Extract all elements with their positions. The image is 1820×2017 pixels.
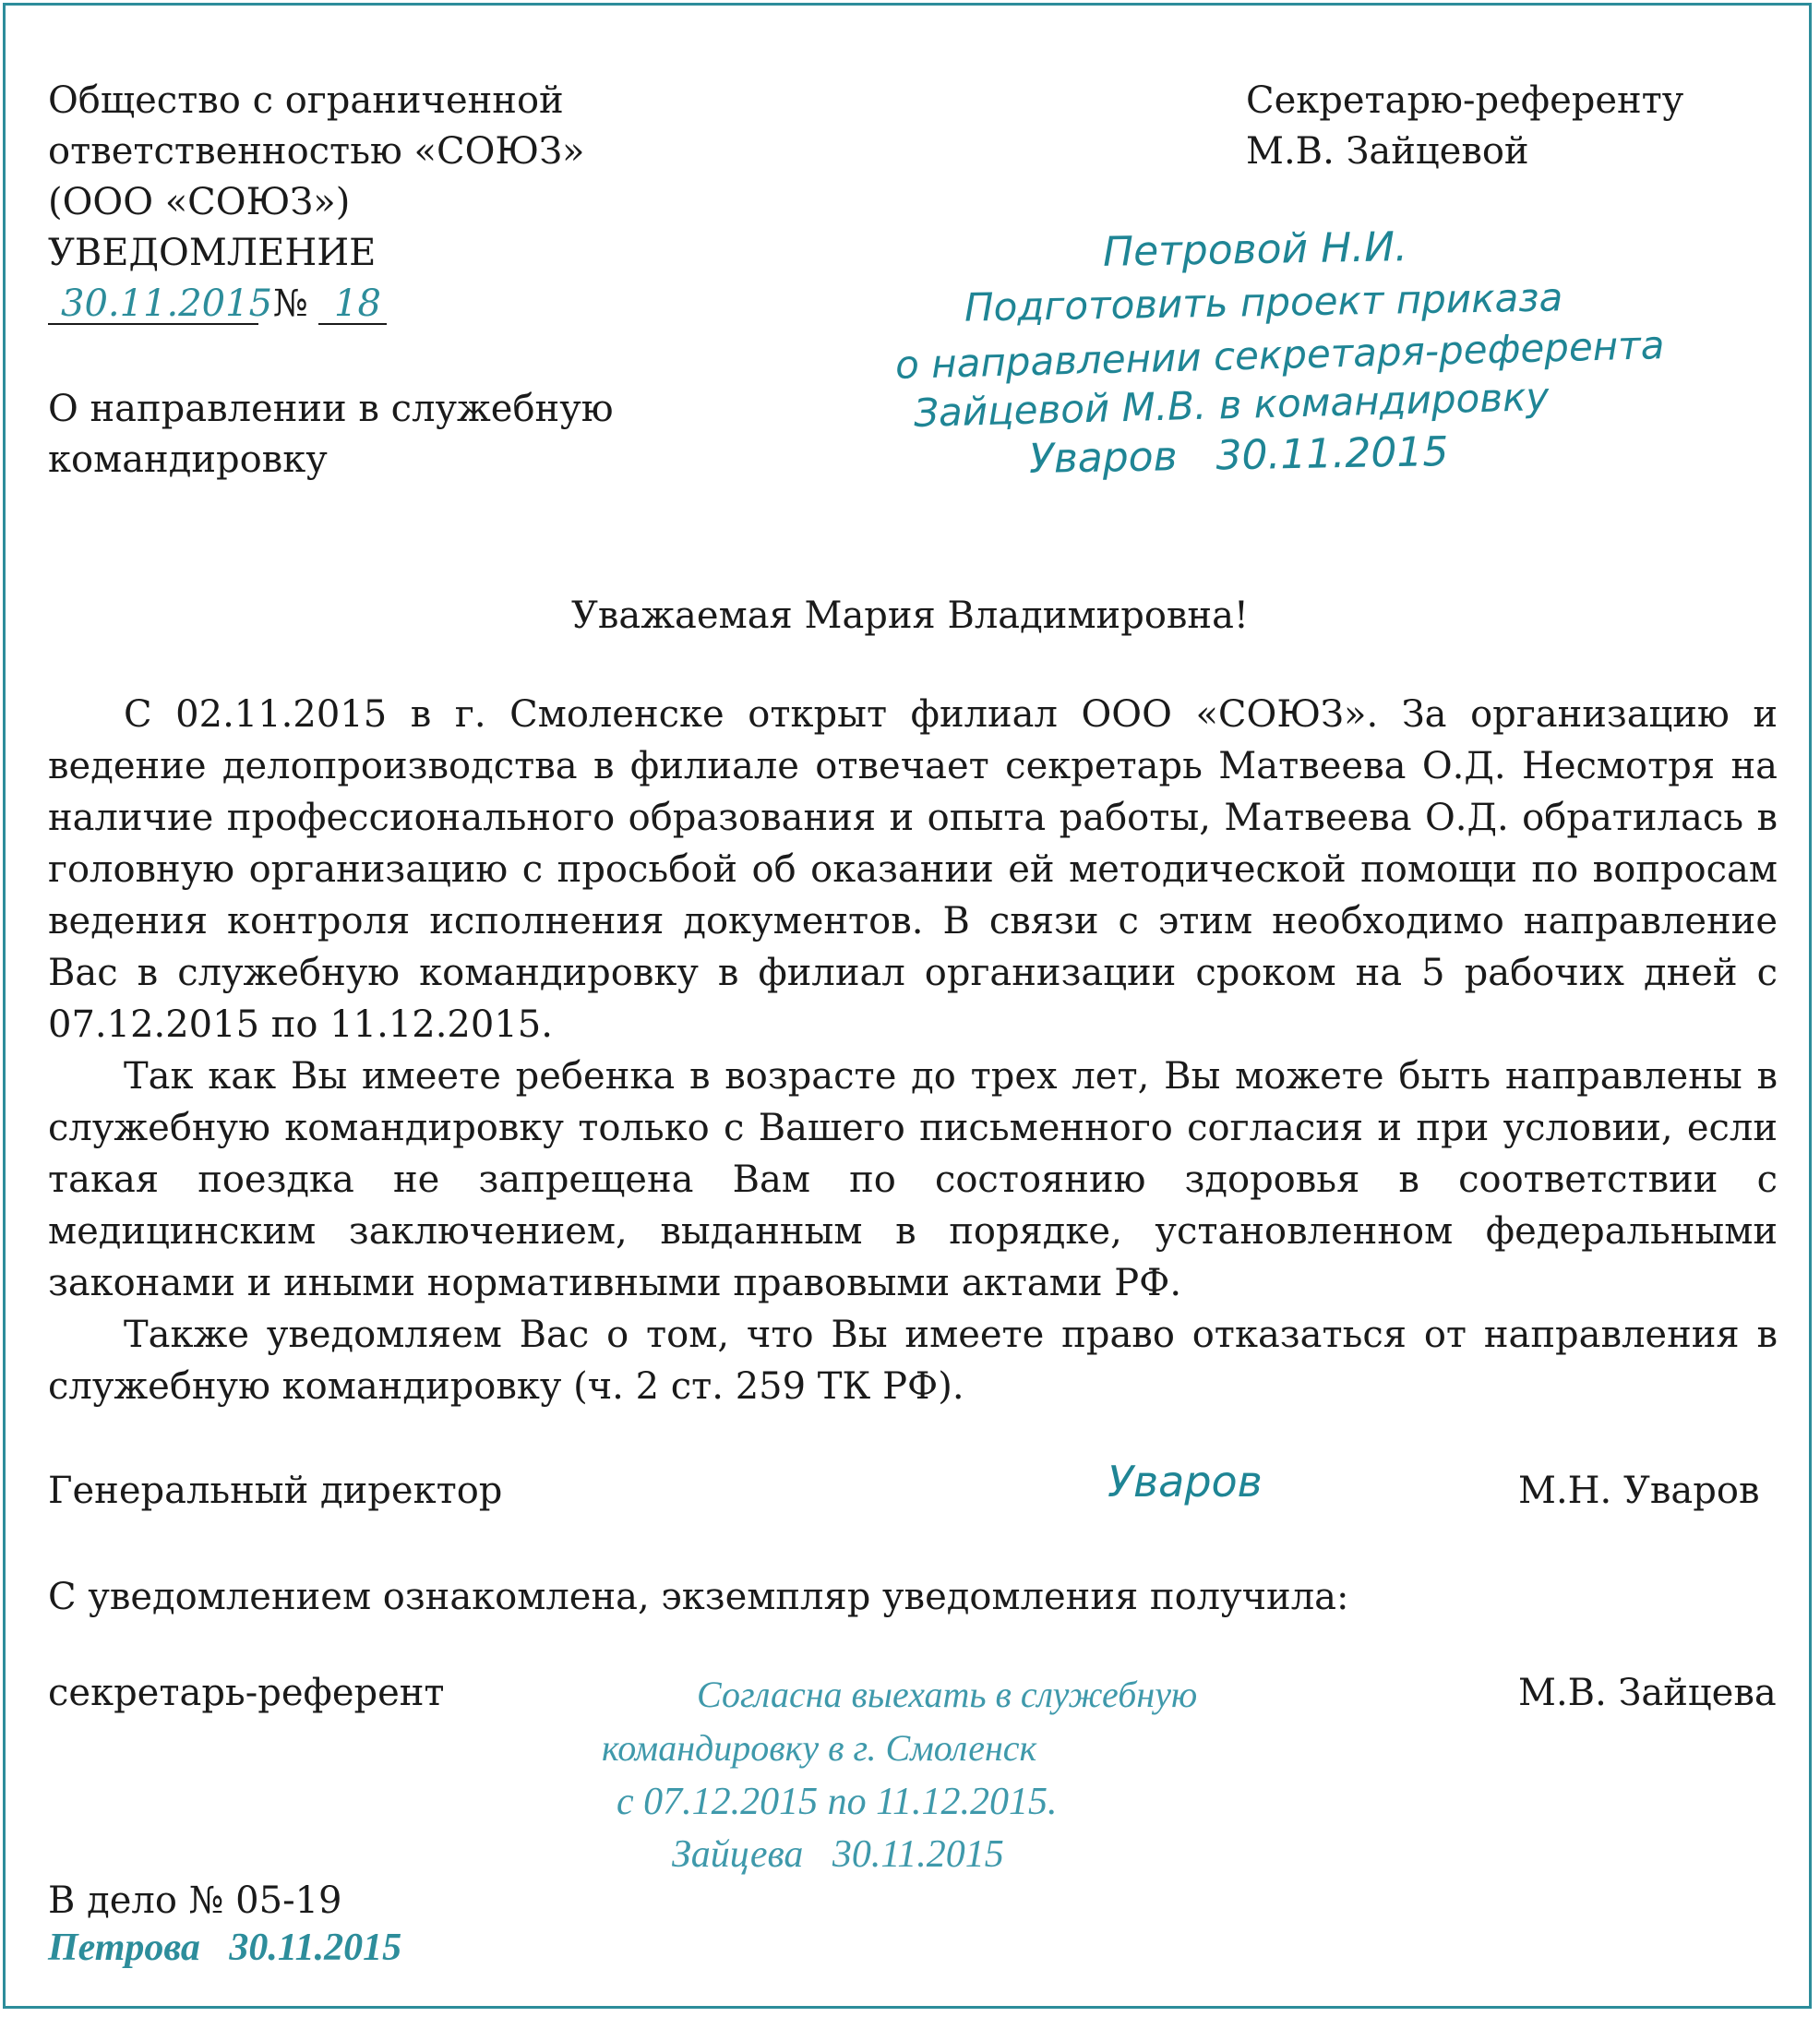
consent-line2: командировку в г. Смоленск (602, 1727, 1037, 1769)
resolution-line3: о направлении секретаря-референта (894, 322, 1665, 388)
resolution-line2: Подготовить проект приказа (964, 274, 1563, 330)
org-name-line2: ответственностью «СОЮЗ» (48, 130, 585, 173)
employee-position: секретарь-референт (48, 1672, 445, 1714)
salutation: Уважаемая Мария Владимировна! (570, 594, 1250, 637)
filing-note: В дело № 05-19 (48, 1879, 342, 1922)
org-short-name: (ООО «СОЮЗ») (48, 181, 351, 223)
body-paragraph-3: Также уведомляем Вас о том, что Вы имеете право отказаться от направления в служебную командировку (ч. 2 ст. 259 ТК РФ). (48, 1314, 1778, 1408)
employee-name: М.В. Зайцева (1518, 1672, 1777, 1714)
addressee-name: М.В. Зайцевой (1246, 130, 1529, 173)
subject-line1: О направлении в служебную (48, 388, 614, 430)
resolution-line1: Петровой Н.И. (1102, 223, 1408, 276)
addressee-position: Секретарю-референту (1246, 79, 1684, 122)
consent-line1: Согласна выехать в служебную (697, 1674, 1198, 1715)
filing-handwritten-signature: Петрова 30.11.2015 (48, 1927, 402, 1969)
acknowledgement-text: С уведомлением ознакомлена, экземпляр уведомления получила: (48, 1576, 1349, 1618)
org-name-line1: Общество с ограниченной (48, 79, 564, 122)
director-handwritten-signature: Уваров (1108, 1457, 1263, 1507)
document-number: 18 (334, 282, 381, 325)
consent-signature-date: Зайцева 30.11.2015 (672, 1833, 1004, 1876)
subject-line2: командировку (48, 438, 328, 481)
signer-name: М.Н. Уваров (1518, 1470, 1760, 1512)
resolution-line4: Зайцевой М.В. в командировку (913, 373, 1550, 437)
resolution-signature-date: Уваров 30.11.2015 (1028, 428, 1449, 483)
body-paragraph-2: Так как Вы имеете ребенка в возрасте до трех лет, Вы можете быть направлены в служебную командировку только с Вашего письменного согласия и при условии, если такая поездка не запрещена Вам по состоянию здоровья в соответствии с медицинским заключением, выданным в порядке, установленном федеральными законами и иными нормативными правовыми актами РФ. (48, 1055, 1778, 1304)
document-type: УВЕДОМЛЕНИЕ (48, 232, 377, 274)
body-paragraph-1: С 02.11.2015 в г. Смоленске открыт филиал ООО «СОЮЗ». За организацию и ведение делопроизводства в филиале отвечает секретарь Матвеева О.Д. Несмотря на наличие профессионального образования и опыта работы, Матвеева О.Д. обратилась в головную организацию с просьбой об оказании ей методической помощи по вопросам ведения контроля исполнения документов. В связи с этим необходимо направление Вас в служебную командировку в филиал организации сроком на 5 рабочих дней с 07.12.2015 по 11.12.2015. (48, 693, 1778, 1046)
number-sign: № (273, 282, 308, 325)
body-text (48, 689, 1778, 1412)
signer-position: Генеральный директор (48, 1470, 503, 1512)
consent-line3: с 07.12.2015 по 11.12.2015. (617, 1781, 1058, 1823)
document-date: 30.11.2015 (61, 282, 273, 325)
